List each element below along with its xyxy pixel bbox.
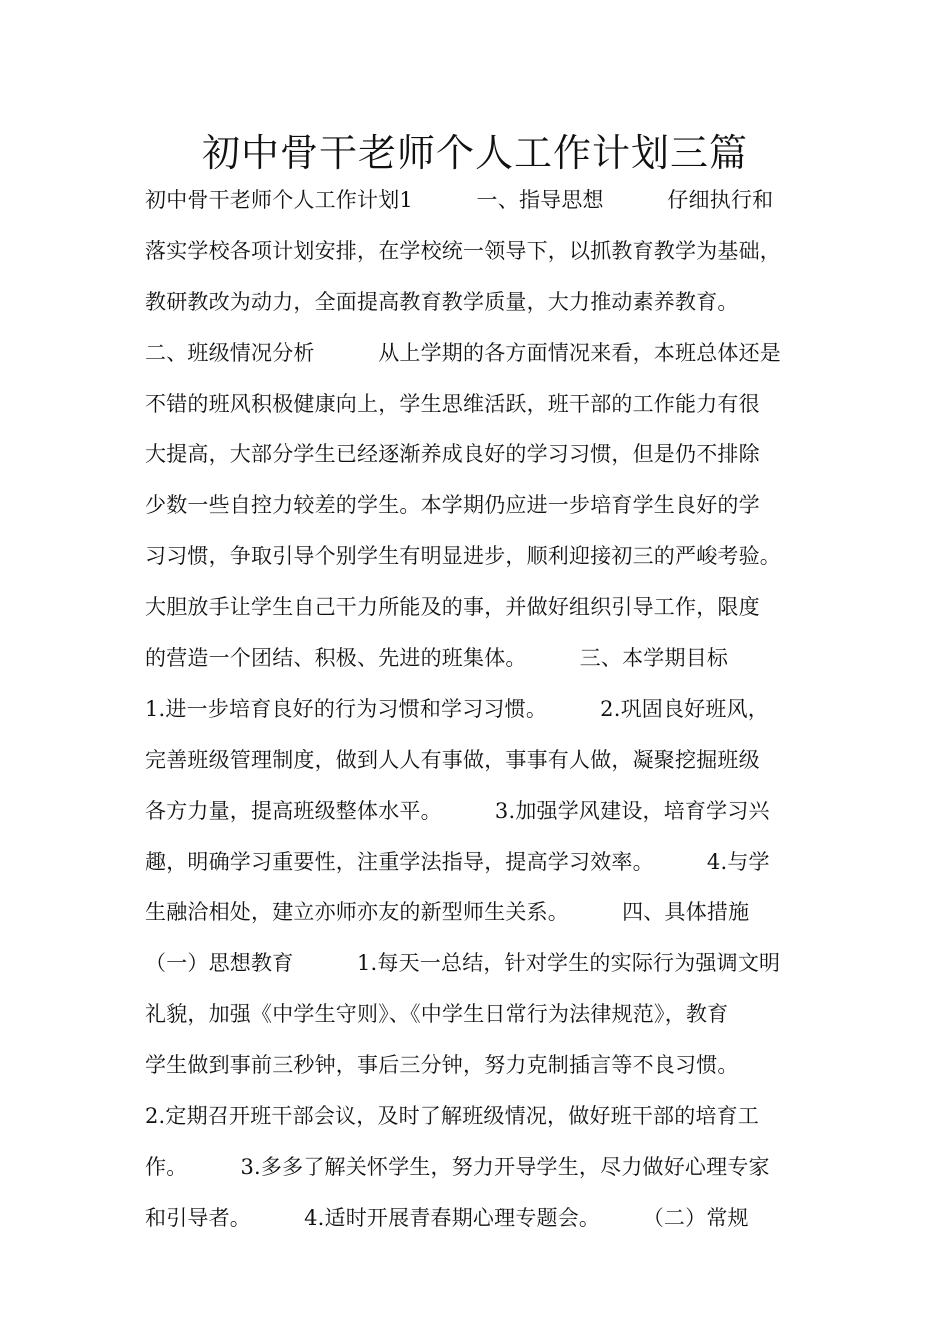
body-line: 完善班级管理制度，做到人人有事做，事事有人做，凝聚挖掘班级 [145, 747, 760, 772]
body-line: 和引导者。 4.适时开展青春期心理专题会。 （二）常规 [145, 1205, 749, 1230]
body-line: 学生做到事前三秒钟，事后三分钟，努力克制插言等不良习惯。 [145, 1053, 739, 1078]
body-line: 不错的班风积极健康向上，学生思维活跃，班干部的工作能力有很 [145, 391, 760, 416]
body-line: 礼貌，加强《中学生守则》、《中学生日常行为法律规范》，教育 [145, 1002, 729, 1027]
body-line: 大胆放手让学生自己干力所能及的事，并做好组织引导工作，限度 [145, 595, 760, 620]
body-line: 1.进一步培育良好的行为习惯和学习习惯。 2.巩固良好班风， [145, 696, 769, 721]
body-line: （一）思想教育 1.每天一总结，针对学生的实际行为强调文明 [145, 951, 781, 976]
document-title: 初中骨干老师个人工作计划三篇 [201, 131, 748, 175]
body-line: 各方力量，提高班级整体水平。 3.加强学风建设，培育学习兴 [145, 798, 770, 823]
body-line: 作。 3.多多了解关怀学生，努力开导学生，尽力做好心理专家 [145, 1154, 770, 1179]
body-line: 初中骨干老师个人工作计划1 一、指导思想 仔细执行和 [145, 188, 774, 212]
body-line: 二、班级情况分析 从上学期的各方面情况来看，本班总体还是 [145, 340, 781, 365]
body-line: 2.定期召开班干部会议，及时了解班级情况，做好班干部的培育工 [145, 1104, 760, 1129]
body-line: 教研教改为动力，全面提高教育教学质量，大力推动素养教育。 [145, 289, 739, 314]
body-line: 少数一些自控力较差的学生。本学期仍应进一步培育学生良好的学 [145, 493, 760, 518]
body-line: 大提高，大部分学生已经逐渐养成良好的学习习惯，但是仍不排除 [145, 442, 760, 467]
body-line: 的营造一个团结、积极、先进的班集体。 三、本学期目标 [145, 646, 729, 671]
body-line: 落实学校各项计划安排，在学校统一领导下，以抓教育教学为基础， [145, 238, 781, 263]
body-line: 趣，明确学习重要性，注重学法指导，提高学习效率。 4.与学 [145, 849, 770, 874]
document-body [145, 180, 835, 1249]
body-line: 习习惯，争取引导个别学生有明显进步，顺利迎接初三的严峻考验。 [145, 544, 781, 569]
body-line: 生融洽相处，建立亦师亦友的新型师生关系。 四、具体措施 [145, 900, 750, 925]
